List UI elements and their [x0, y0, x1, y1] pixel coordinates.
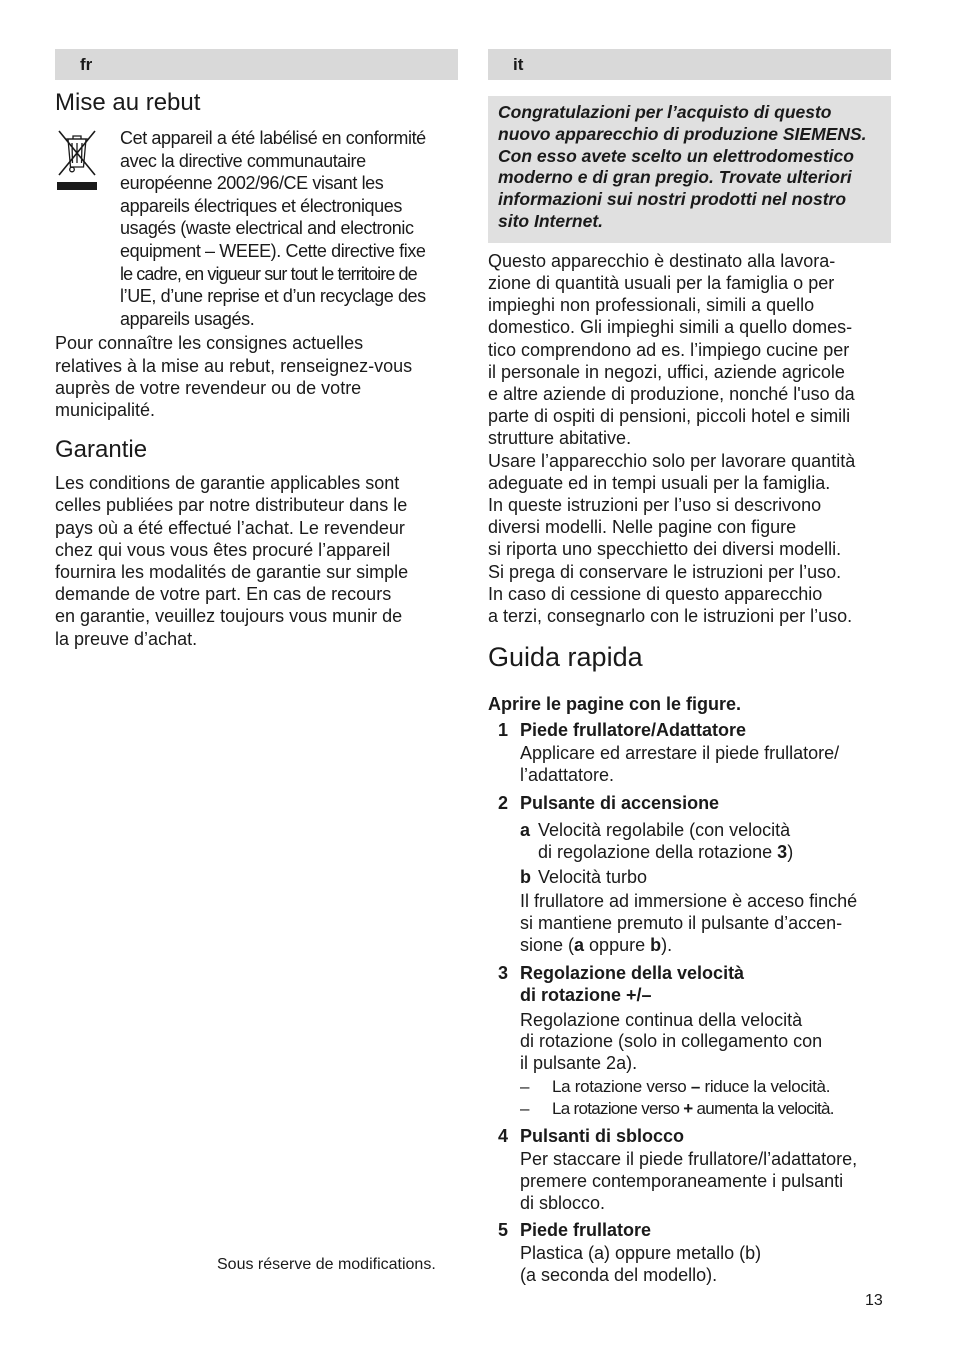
language-code-it: it	[513, 55, 524, 74]
item-title: Piede frullatore/Adattatore	[520, 720, 747, 741]
open-pages-note: Aprire le pagine con le figure.	[488, 694, 742, 715]
item-body-line: Per staccare il piede frullatore/l’adattatore,	[520, 1149, 858, 1169]
dash-part: La rotazione verso	[552, 1077, 691, 1096]
guide-item-2	[488, 792, 891, 957]
body-line: Si prega di conservare le istruzioni per l’uso.	[488, 561, 842, 582]
sub-text-part: )	[787, 841, 794, 862]
weee-line: Cet appareil a été labélisé en conformité	[120, 128, 426, 148]
dash-text	[552, 1098, 891, 1120]
guide-item-3	[488, 962, 891, 1120]
warranty-line: demande de votre part. En cas de recours	[55, 584, 392, 605]
body-line: diversi modelli. Nelle pagine con figure	[488, 517, 797, 538]
sub-line	[538, 842, 891, 864]
item-body-line: si mantiene premuto il pulsante d’accen-	[520, 913, 843, 934]
warranty-line: fournira les modalités de garantie sur simple	[55, 561, 409, 582]
weee-line: appareils usagés.	[120, 308, 255, 329]
weee-notice	[55, 127, 458, 330]
body-line: si riporta uno specchietto dei diversi modelli.	[488, 539, 842, 560]
item-body-line: Applicare ed arrestare il piede frullatore/	[520, 743, 840, 764]
sub-letter: b	[520, 867, 531, 888]
sub-item-b	[520, 867, 891, 889]
dash-part: –	[690, 1077, 701, 1096]
weee-line: européenne 2002/96/CE visant les	[120, 173, 384, 194]
guide-item-1	[488, 719, 891, 787]
body-line: tico comprendono ad es. l’impiego cucine per	[488, 339, 850, 360]
guide-item-5	[488, 1219, 891, 1287]
body-line: Questo apparecchio è destinato alla lavora-	[488, 250, 836, 271]
warranty-line: Les conditions de garantie applicables sont	[55, 473, 400, 494]
weee-line: usagés (waste electrical and electronic	[120, 218, 414, 239]
dash-part: La rotazione verso	[552, 1099, 684, 1118]
item-number: 5	[498, 1220, 509, 1241]
item-number: 1	[498, 720, 509, 741]
weee-line: l’UE, d’une reprise et d’un recyclage des	[120, 286, 426, 307]
dash-item	[488, 1076, 891, 1098]
item-body	[520, 891, 891, 956]
item-title	[520, 962, 891, 1006]
dash-part: aumenta la velocità.	[692, 1099, 834, 1118]
body-part: ).	[661, 934, 673, 955]
sub-text-part: di regolazione della rotazione	[538, 841, 778, 862]
item-body-line: il pulsante 2a).	[520, 1053, 638, 1074]
item-body-line: di rotazione (solo in collegamento con	[520, 1031, 823, 1052]
advice-line: municipalité.	[55, 399, 156, 420]
item-body	[520, 1010, 891, 1075]
item-body-line: premere contemporaneamente i pulsanti	[520, 1170, 844, 1191]
body-line: impieghi non professionali, simili a quello	[488, 295, 815, 316]
item-body-line: Plastica (a) oppure metallo (b)	[520, 1243, 762, 1264]
body-part: a	[574, 934, 585, 955]
item-title-line: di rotazione +/–	[520, 984, 652, 1005]
weee-line: appareils électriques et électroniques	[120, 195, 402, 216]
item-body-line: (a seconda del modello).	[520, 1265, 718, 1286]
item-body-line: di sblocco.	[520, 1192, 606, 1213]
weee-line: equipment – WEEE). Cette directive fixe	[120, 240, 426, 261]
intended-use-text	[488, 250, 891, 627]
figure-ref: 3	[777, 841, 788, 862]
warranty-line: chez qui vous vous êtes procuré l’appareil	[55, 539, 391, 560]
disposal-advice	[55, 332, 458, 421]
warranty-line: celles publiées par notre distributeur dans le	[55, 495, 408, 516]
heading-disposal: Mise au rebut	[55, 89, 201, 116]
item-title: Piede frullatore	[520, 1220, 652, 1241]
warranty-text	[55, 472, 458, 650]
dash-mark: –	[520, 1099, 530, 1118]
body-line: adeguate ed in tempi usuali per la famiglia.	[488, 472, 831, 493]
item-body-line: Il frullatore ad immersione è acceso finché	[520, 891, 858, 912]
item-body-line	[520, 935, 891, 957]
warranty-line: en garantie, veuillez toujours vous munir de	[55, 606, 403, 627]
warranty-line: la preuve d’achat.	[55, 628, 198, 649]
item-number: 2	[498, 792, 509, 813]
column-fr	[55, 49, 458, 650]
guide-item-4	[488, 1125, 891, 1214]
weee-line: avec la directive communautaire	[120, 150, 366, 171]
weee-line: le cadre, en vigueur sur tout le territoire de	[120, 263, 417, 284]
body-part: sione (	[520, 934, 575, 955]
body-line: strutture abitative.	[488, 428, 632, 449]
intro-line: Con esso avete scelto un elettrodomestico	[498, 145, 854, 166]
body-part: oppure	[584, 934, 651, 955]
item-number: 4	[498, 1126, 509, 1146]
intro-line: informazioni sui nostri prodotti nel nostro	[498, 189, 847, 210]
language-bar-it	[488, 49, 891, 80]
sub-item-a	[520, 820, 891, 864]
item-body	[520, 1149, 891, 1214]
language-code-fr: fr	[80, 55, 93, 74]
body-line: a terzi, consegnarlo con le istruzioni per l’uso.	[488, 606, 853, 627]
advice-line: auprès de votre revendeur ou de votre	[55, 377, 362, 398]
body-line: In caso di cessione di questo apparecchio	[488, 583, 823, 604]
item-title: Pulsanti di sblocco	[520, 1126, 685, 1146]
intro-line: moderno e di gran pregio. Trovate ulteriori	[498, 167, 852, 188]
item-body-line: l’adattatore.	[520, 765, 615, 786]
dash-text	[552, 1076, 891, 1098]
item-body	[520, 743, 891, 787]
sub-line: Velocità regolabile (con velocità	[538, 819, 791, 840]
body-part: b	[650, 934, 662, 955]
dash-item	[488, 1098, 891, 1120]
dash-mark: –	[520, 1077, 530, 1096]
body-line: In queste istruzioni per l’uso si descrivono	[488, 495, 822, 516]
language-bar-fr	[55, 49, 458, 80]
column-it	[488, 49, 891, 1287]
warranty-line: pays où a été effectué l’achat. Le revendeur	[55, 517, 405, 538]
dash-part: riduce la velocità.	[700, 1077, 831, 1096]
advice-line: relatives à la mise au rebut, renseignez-vous	[55, 355, 413, 376]
item-number: 3	[498, 962, 509, 983]
dash-part: +	[683, 1099, 693, 1118]
body-line: e altre aziende di produzione, nonché l'uso da	[488, 384, 855, 404]
intro-line: Congratulazioni per l’acquisto di questo	[498, 102, 832, 122]
item-body-line: Regolazione continua della velocità	[520, 1009, 803, 1030]
advice-line: Pour connaître les consignes actuelles	[55, 333, 364, 354]
heading-quick-guide: Guida rapida	[488, 642, 643, 673]
sub-letter: a	[520, 819, 531, 840]
intro-box	[488, 96, 891, 243]
item-title-line: Regolazione della velocità	[520, 962, 745, 983]
heading-warranty: Garantie	[55, 436, 148, 464]
page-number: 13	[865, 1292, 883, 1309]
intro-line: sito Internet.	[498, 210, 604, 231]
body-line: domestico. Gli impieghi simili a quello domes-	[488, 317, 853, 338]
body-line: zione di quantità usuali per la famiglia o per	[488, 272, 835, 293]
sub-line: Velocità turbo	[538, 867, 648, 888]
crossed-out-wheelie-bin-icon	[55, 127, 99, 193]
body-line: il personale in negozi, uffici, aziende agricole	[488, 361, 845, 382]
item-title: Pulsante di accensione	[520, 792, 720, 813]
footer-note: Sous réserve de modifications.	[217, 1256, 436, 1273]
body-line: parte di ospiti di pensioni, piccoli hotel e simili	[488, 406, 851, 427]
intro-line: nuovo apparecchio di produzione SIEMENS.	[498, 123, 867, 144]
item-body	[520, 1243, 891, 1287]
body-line: Usare l’apparecchio solo per lavorare quantità	[488, 450, 856, 471]
